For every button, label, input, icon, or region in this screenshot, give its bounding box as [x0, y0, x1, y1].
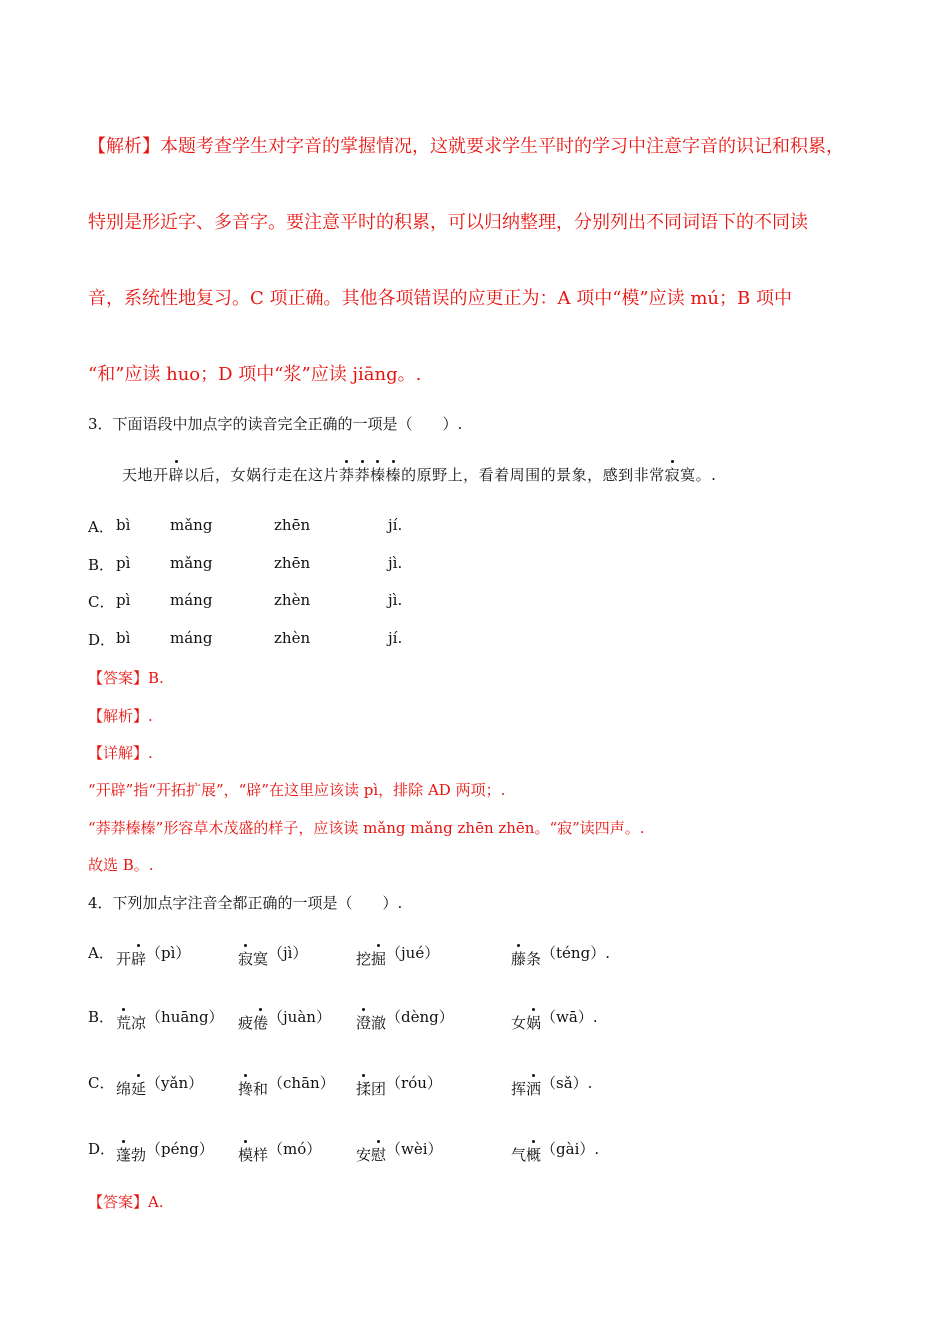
q4-answer: 【答案】A. — [88, 1193, 164, 1211]
q3-option-b — [88, 554, 403, 575]
word-with-pinyin — [511, 1138, 600, 1164]
pinyin: （huāng） — [146, 1008, 224, 1026]
pinyin: mǎng — [170, 516, 213, 534]
pinyin: bì — [116, 629, 131, 647]
pinyin: zhēn — [274, 554, 311, 572]
dotted-char: 寂 — [664, 466, 681, 484]
pinyin: （gài）. — [541, 1140, 600, 1158]
word-with-pinyin — [511, 1006, 598, 1032]
word-char: 安 — [356, 1146, 372, 1164]
dotted-char: 藤 — [511, 950, 527, 968]
word-char: 凉 — [131, 1014, 147, 1032]
q2-explain-line3: 音，系统性地复习。C 项正确。其他各项错误的应更正为：A 项中“模”应读 mú；B 项中 — [88, 288, 792, 309]
pinyin: （róu） — [386, 1074, 442, 1092]
passage-text: 以后，女娲行走在这片 — [184, 466, 340, 484]
word-char: 气 — [511, 1146, 527, 1164]
q3-stem: 3．下面语段中加点字的读音完全正确的一项是（ ）. — [88, 415, 463, 433]
dotted-char: 蓬 — [116, 1146, 132, 1164]
word-char: 寞 — [253, 950, 269, 968]
word-with-pinyin — [116, 1138, 214, 1164]
q3-option-a — [88, 516, 403, 537]
pinyin: （juàn） — [268, 1008, 331, 1026]
word-char: 和 — [253, 1080, 269, 1098]
dotted-char: 揉 — [356, 1080, 372, 1098]
word-with-pinyin — [511, 942, 610, 968]
word-char: 团 — [371, 1080, 387, 1098]
option-label: D． — [88, 1140, 116, 1158]
q4-option-d — [88, 1138, 600, 1164]
option-label: A． — [88, 944, 114, 962]
pinyin: pì — [116, 591, 131, 609]
dotted-char: 辟 — [131, 950, 147, 968]
q3-conclusion: 故选 B。. — [88, 856, 154, 874]
q3-option-d — [88, 629, 403, 650]
pinyin: （dèng） — [386, 1008, 454, 1026]
pinyin: （sǎ）. — [541, 1074, 593, 1092]
q3-detail-line1: “开辟”指“开拓扩展”，“辟”在这里应该读 pì，排除 AD 两项；. — [88, 781, 506, 799]
dotted-char: 莽 — [339, 466, 355, 484]
q4-option-b — [88, 1006, 598, 1032]
dotted-char: 寂 — [238, 950, 254, 968]
q3-analysis: 【解析】. — [88, 707, 153, 725]
word-with-pinyin — [238, 1006, 331, 1032]
word-with-pinyin — [238, 1138, 322, 1164]
dotted-char: 荒 — [116, 1014, 132, 1032]
word-char: 澈 — [371, 1014, 387, 1032]
dotted-char: 洒 — [526, 1080, 542, 1098]
pinyin: jì. — [388, 591, 403, 609]
pinyin: （jì） — [268, 944, 308, 962]
word-with-pinyin — [356, 1006, 454, 1032]
word-with-pinyin — [511, 1072, 593, 1098]
passage-text: 的原野上，看着周围的景象，感到非常 — [401, 466, 665, 484]
word-char: 疲 — [238, 1014, 254, 1032]
dotted-char: 倦 — [253, 1014, 269, 1032]
pinyin: zhēn — [274, 516, 311, 534]
word-char: 挖 — [356, 950, 372, 968]
q2-explain-line1: 【解析】本题考查学生对字音的掌握情况，这就要求学生平时的学习中注意字音的识记和积累， — [88, 136, 844, 157]
pinyin: pì — [116, 554, 131, 572]
option-label: B． — [88, 556, 115, 574]
word-with-pinyin — [238, 942, 308, 968]
pinyin: jì. — [388, 554, 403, 572]
dotted-char: 榛 — [385, 466, 402, 484]
word-with-pinyin — [116, 942, 191, 968]
pinyin: jí. — [388, 516, 403, 534]
word-with-pinyin — [356, 1138, 443, 1164]
dotted-char: 莽 — [354, 466, 371, 484]
passage-text: 天地开 — [122, 466, 169, 484]
pinyin: zhèn — [274, 629, 311, 647]
pinyin: （pì） — [146, 944, 191, 962]
word-char: 绵 — [116, 1080, 132, 1098]
q2-explain-line2: 特别是形近字、多音字。要注意平时的积累，可以归纳整理，分别列出不同词语下的不同读 — [88, 212, 808, 233]
q3-detail-line2: “莽莽榛榛”形容草木茂盛的样子，应该读 mǎng mǎng zhēn zhēn。“寂”读四声。. — [88, 819, 645, 837]
q3-passage — [122, 464, 716, 485]
pinyin: bì — [116, 516, 131, 534]
word-with-pinyin — [238, 1072, 335, 1098]
word-char: 条 — [526, 950, 542, 968]
q3-option-c — [88, 591, 403, 612]
pinyin: （mó） — [268, 1140, 322, 1158]
word-with-pinyin — [116, 1072, 204, 1098]
dotted-char: 搀 — [238, 1080, 254, 1098]
word-char: 女 — [511, 1014, 527, 1032]
q2-explain-line4: “和”应读 huo；D 项中“浆”应读 jiāng。. — [88, 364, 422, 385]
dotted-char: 慰 — [371, 1146, 387, 1164]
word-char: 样 — [253, 1146, 269, 1164]
word-char: 挥 — [511, 1080, 527, 1098]
q3-answer: 【答案】B. — [88, 669, 164, 687]
option-label: C． — [88, 1074, 115, 1092]
dotted-char: 榛 — [370, 466, 386, 484]
q4-option-a — [88, 942, 610, 968]
pinyin: （jué） — [386, 944, 440, 962]
pinyin: máng — [170, 629, 213, 647]
dotted-char: 概 — [526, 1146, 542, 1164]
dotted-char: 延 — [131, 1080, 147, 1098]
dotted-char: 澄 — [356, 1014, 372, 1032]
pinyin: máng — [170, 591, 213, 609]
pinyin: zhèn — [274, 591, 311, 609]
word-with-pinyin — [356, 942, 440, 968]
q4-stem: 4．下列加点字注音全都正确的一项是（ ）. — [88, 894, 403, 912]
dotted-char: 模 — [238, 1146, 254, 1164]
word-with-pinyin — [116, 1006, 224, 1032]
pinyin: （yǎn） — [146, 1074, 204, 1092]
dotted-char: 娲 — [526, 1014, 542, 1032]
q4-option-c — [88, 1072, 593, 1098]
dotted-char: 辟 — [168, 466, 185, 484]
option-label: C． — [88, 593, 115, 611]
option-label: A． — [88, 518, 114, 536]
q3-detail-heading: 【详解】. — [88, 744, 153, 762]
dotted-char: 掘 — [371, 950, 387, 968]
pinyin: （chān） — [268, 1074, 335, 1092]
word-char: 开 — [116, 950, 132, 968]
pinyin: （wā）. — [541, 1008, 598, 1026]
option-label: B． — [88, 1008, 115, 1026]
pinyin: mǎng — [170, 554, 213, 572]
pinyin: jí. — [388, 629, 403, 647]
passage-text: 寞。. — [680, 466, 717, 484]
pinyin: （wèi） — [386, 1140, 443, 1158]
pinyin: （téng）. — [541, 944, 610, 962]
word-with-pinyin — [356, 1072, 442, 1098]
word-char: 勃 — [131, 1146, 147, 1164]
pinyin: （péng） — [146, 1140, 214, 1158]
option-label: D． — [88, 631, 116, 649]
